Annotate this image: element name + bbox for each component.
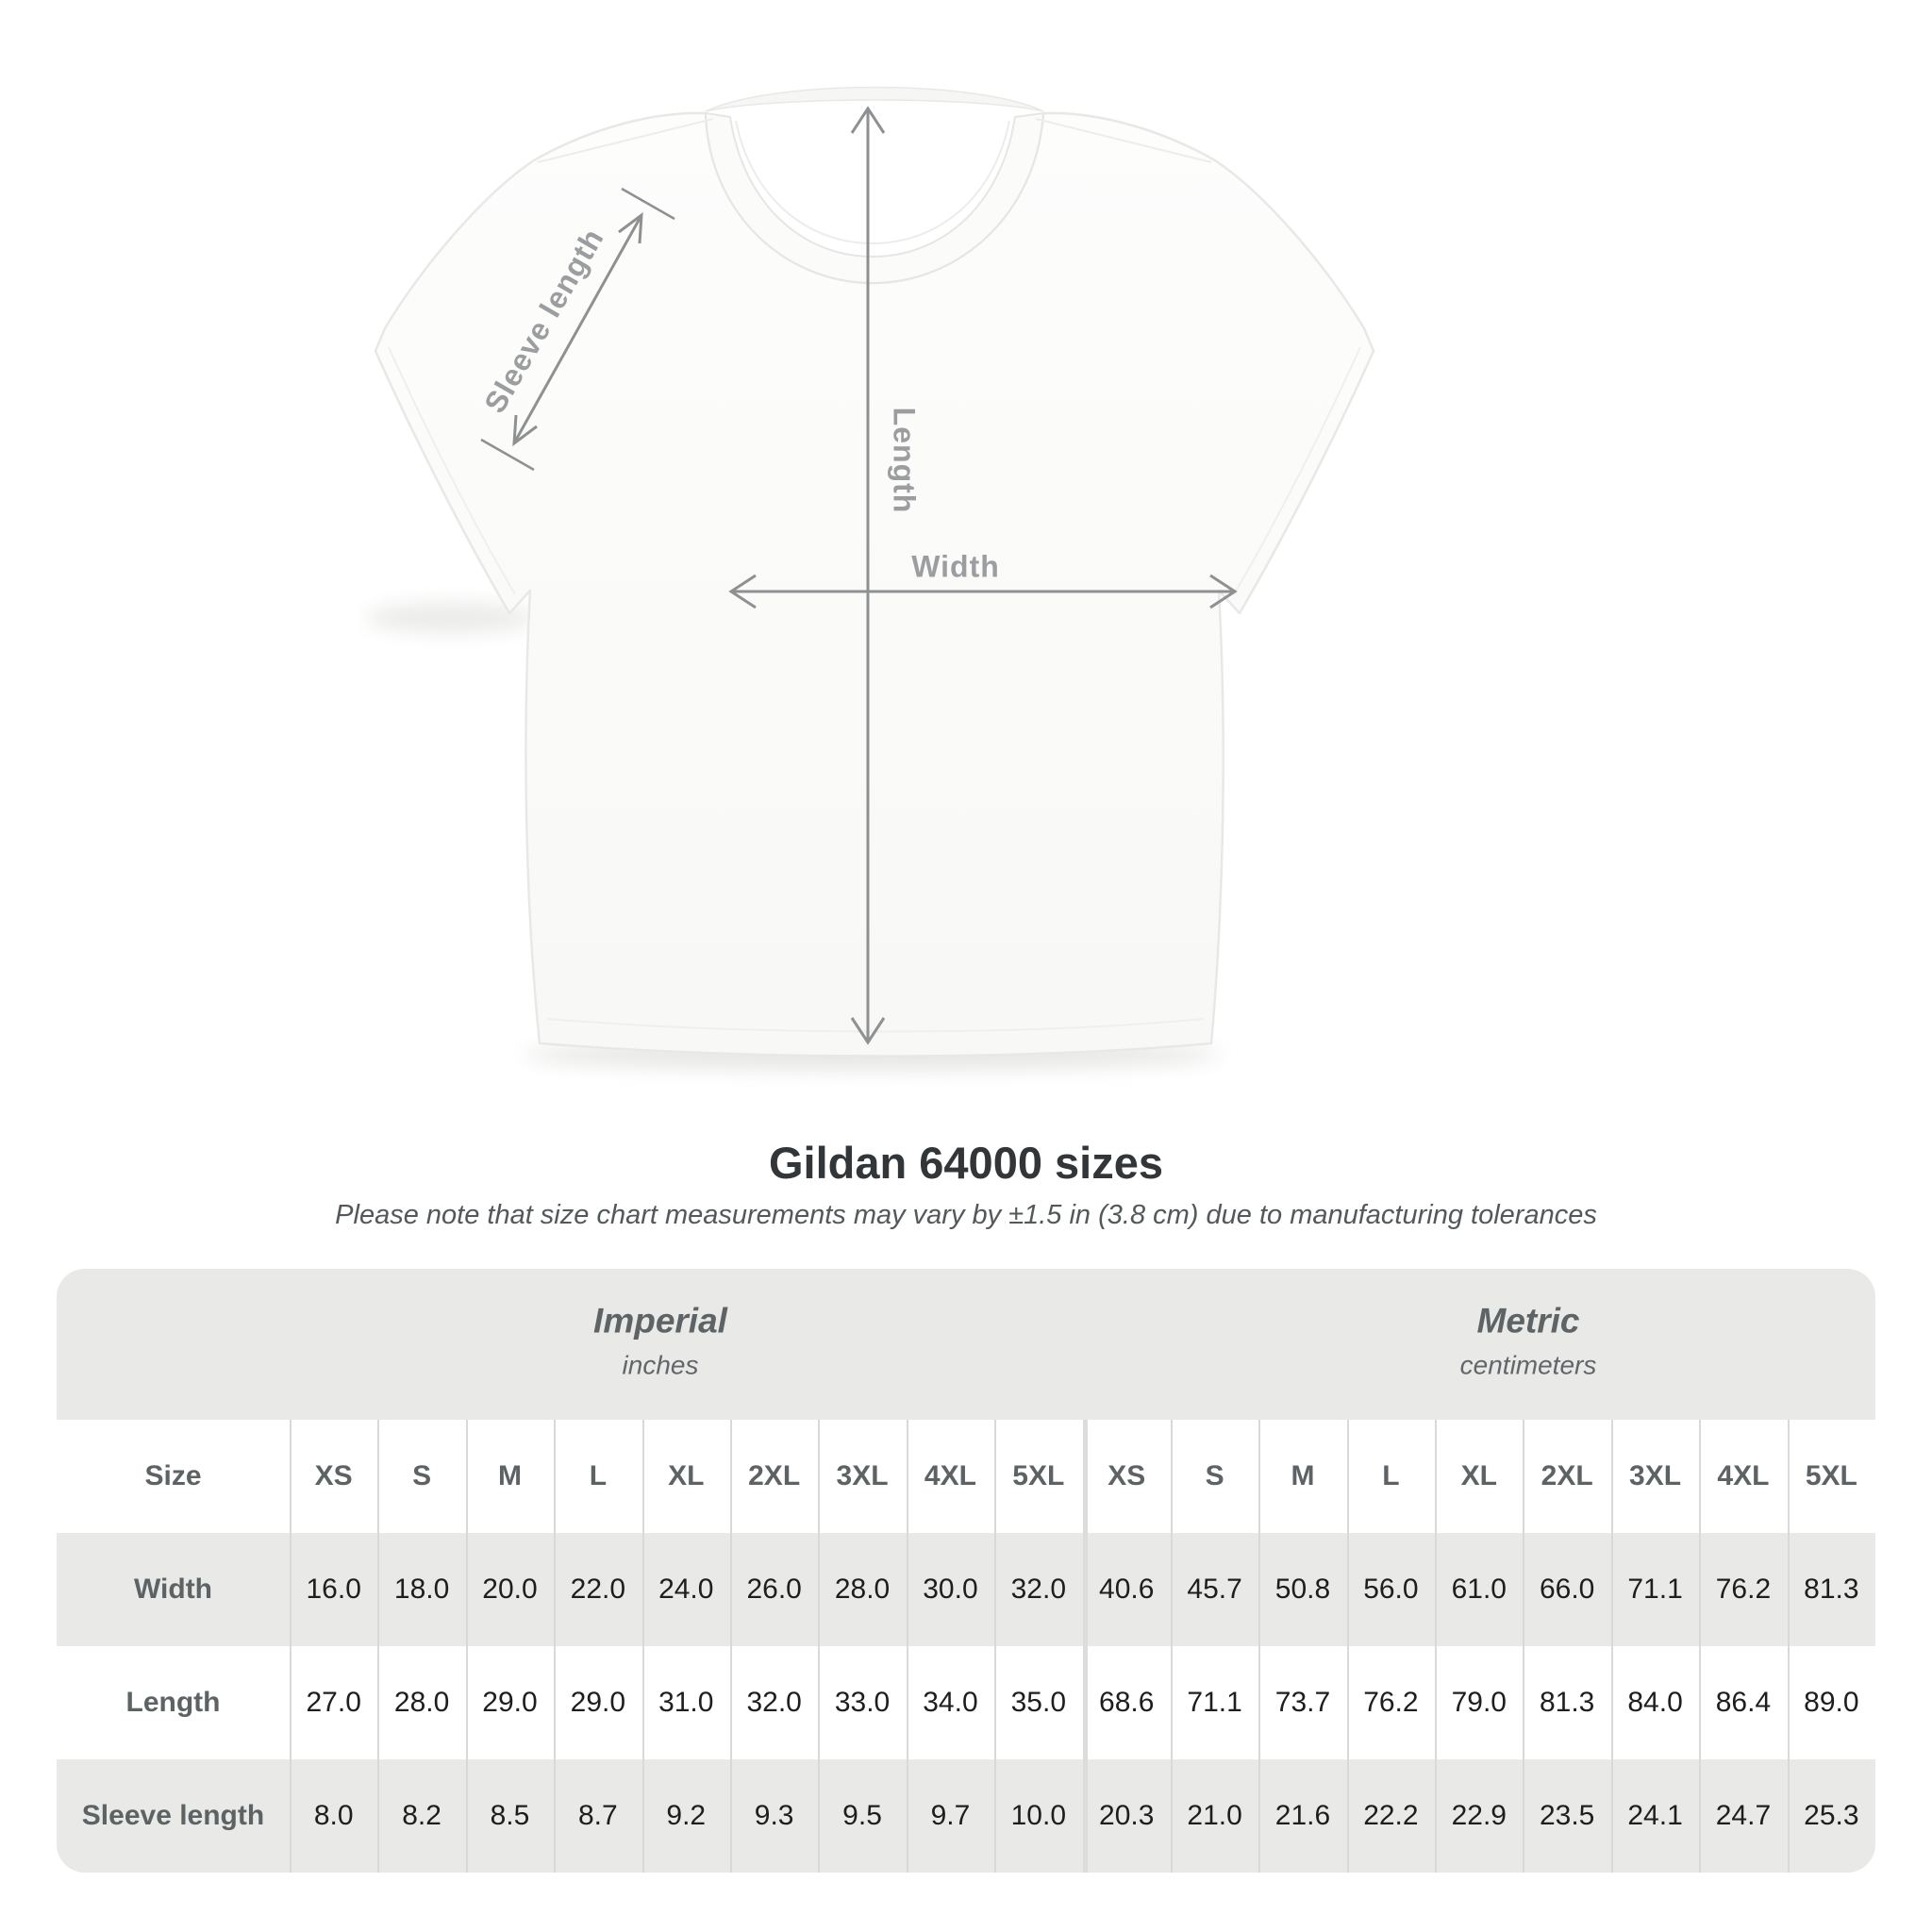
- value-cell: 22.2: [1347, 1759, 1435, 1873]
- value-cell: 31.0: [642, 1646, 730, 1759]
- value-cell: 71.1: [1171, 1646, 1258, 1759]
- size-header-cell-4xl-imperial: 4XL: [907, 1420, 994, 1533]
- value-cell: 23.5: [1523, 1759, 1610, 1873]
- value-cell: 35.0: [994, 1646, 1082, 1759]
- imperial-unit: inches: [622, 1350, 699, 1380]
- size-header-cell-s-imperial: S: [377, 1420, 465, 1533]
- value-cell: 30.0: [907, 1533, 994, 1646]
- value-cell: 21.6: [1258, 1759, 1346, 1873]
- value-cell: 76.2: [1699, 1533, 1787, 1646]
- value-cell: 40.6: [1083, 1533, 1171, 1646]
- size-header-cell-2xl-metric: 2XL: [1523, 1420, 1610, 1533]
- value-cell: 9.7: [907, 1759, 994, 1873]
- value-cell: 56.0: [1347, 1533, 1435, 1646]
- size-header-cell-3xl-imperial: 3XL: [818, 1420, 906, 1533]
- value-cell: 25.3: [1788, 1759, 1875, 1873]
- page-title: Gildan 64000 sizes: [768, 1138, 1164, 1188]
- unit-header-band: [57, 1269, 1875, 1420]
- row-label-size: Size: [57, 1420, 290, 1533]
- value-cell: 66.0: [1523, 1533, 1610, 1646]
- value-cell: 50.8: [1258, 1533, 1346, 1646]
- value-cell: 24.7: [1699, 1759, 1787, 1873]
- value-cell: 9.5: [818, 1759, 906, 1873]
- row-label-width: Width: [133, 1574, 213, 1605]
- row-label-length: Length: [57, 1646, 290, 1759]
- size-header-cell-xs-metric: XS: [1083, 1420, 1171, 1533]
- value-cell: 45.7: [1171, 1533, 1258, 1646]
- value-cell: 18.0: [377, 1533, 465, 1646]
- value-cell: 28.0: [818, 1533, 906, 1646]
- value-cell: 81.3: [1523, 1646, 1610, 1759]
- value-cell: 76.2: [1347, 1646, 1435, 1759]
- value-cell: 32.0: [730, 1646, 818, 1759]
- value-cell: 27.0: [290, 1646, 377, 1759]
- imperial-title: Imperial: [593, 1301, 727, 1341]
- size-header-cell-xl-imperial: XL: [642, 1420, 730, 1533]
- size-header-cell-2xl-imperial: 2XL: [730, 1420, 818, 1533]
- size-header-cell-3xl-metric: 3XL: [1611, 1420, 1699, 1533]
- value-cell: 24.0: [642, 1533, 730, 1646]
- size-header-cell-l-metric: L: [1347, 1420, 1435, 1533]
- value-cell: 24.1: [1611, 1759, 1699, 1873]
- metric-section-header: [1460, 1302, 1597, 1381]
- size-header-cell-5xl-metric: 5XL: [1788, 1420, 1875, 1533]
- value-cell: 34.0: [907, 1646, 994, 1759]
- value-cell: 9.3: [730, 1759, 818, 1873]
- value-cell: 22.9: [1435, 1759, 1523, 1873]
- value-cell: 20.0: [466, 1533, 554, 1646]
- value-cell: 10.0: [994, 1759, 1082, 1873]
- value-cell: 21.0: [1171, 1759, 1258, 1873]
- value-cell: 28.0: [377, 1646, 465, 1759]
- value-cell: 33.0: [818, 1646, 906, 1759]
- row-label-sleeve-length: Sleeve length: [81, 1800, 265, 1831]
- value-cell: 79.0: [1435, 1646, 1523, 1759]
- size-header-cell-4xl-metric: 4XL: [1699, 1420, 1787, 1533]
- value-cell: 29.0: [466, 1646, 554, 1759]
- value-cell: 29.0: [554, 1646, 641, 1759]
- value-cell: 8.2: [377, 1759, 465, 1873]
- value-cell: 20.3: [1083, 1759, 1171, 1873]
- size-header-cell-xl-metric: XL: [1435, 1420, 1523, 1533]
- sleeve-length-label: Sleeve length: [477, 222, 610, 419]
- value-cell: 86.4: [1699, 1646, 1787, 1759]
- value-cell: 81.3: [1788, 1533, 1875, 1646]
- value-cell: 73.7: [1258, 1646, 1346, 1759]
- value-cell: 84.0: [1611, 1646, 1699, 1759]
- size-grid: [57, 1420, 1875, 1873]
- value-cell: 8.5: [466, 1759, 554, 1873]
- size-header-cell-m-metric: M: [1258, 1420, 1346, 1533]
- value-cell: 9.2: [642, 1759, 730, 1873]
- size-header-cell-l-imperial: L: [554, 1420, 641, 1533]
- value-cell: 61.0: [1435, 1533, 1523, 1646]
- size-header-cell-xs-imperial: XS: [290, 1420, 377, 1533]
- imperial-section-header: [593, 1302, 727, 1381]
- value-cell: 8.7: [554, 1759, 641, 1873]
- width-label: Width: [911, 549, 1000, 584]
- metric-title: Metric: [1476, 1301, 1580, 1341]
- value-cell: 89.0: [1788, 1646, 1875, 1759]
- length-label: Length: [887, 407, 922, 514]
- size-header-cell-5xl-imperial: 5XL: [994, 1420, 1082, 1533]
- value-cell: 22.0: [554, 1533, 641, 1646]
- value-cell: 32.0: [994, 1533, 1082, 1646]
- metric-unit: centimeters: [1459, 1350, 1597, 1380]
- value-cell: 16.0: [290, 1533, 377, 1646]
- value-cell: 8.0: [290, 1759, 377, 1873]
- tolerance-note: Please note that size chart measurements may vary by ±1.5 in (3.8 cm) due to manufacturing tolerances: [335, 1200, 1597, 1230]
- value-cell: 68.6: [1083, 1646, 1171, 1759]
- size-header-cell-m-imperial: M: [466, 1420, 554, 1533]
- size-header-cell-s-metric: S: [1171, 1420, 1258, 1533]
- back-collar: [706, 88, 1043, 112]
- value-cell: 71.1: [1611, 1533, 1699, 1646]
- value-cell: 26.0: [730, 1533, 818, 1646]
- size-table: [57, 1269, 1875, 1873]
